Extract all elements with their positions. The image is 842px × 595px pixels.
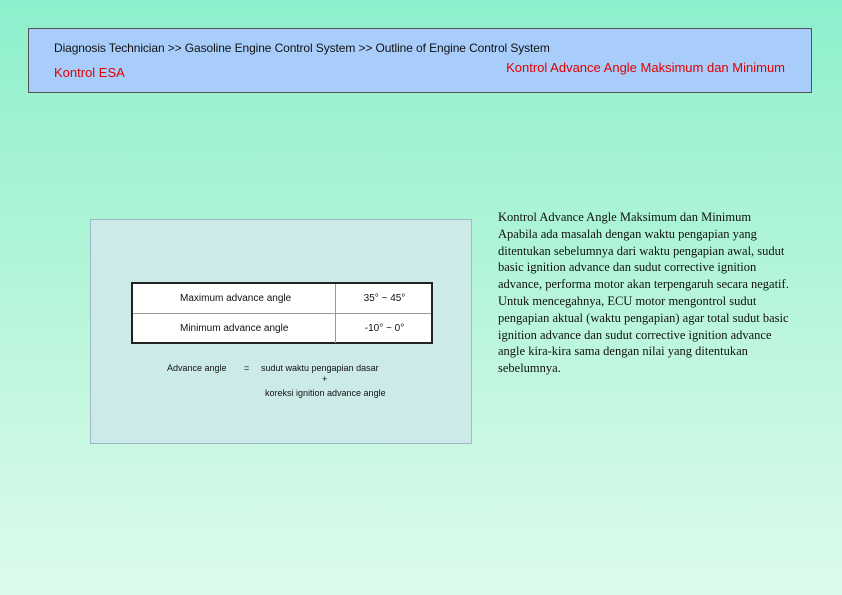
advance-angle-table [131,282,433,344]
formula-plus: + [322,374,328,384]
formula-term: Advance angle [167,363,227,373]
breadcrumb: Diagnosis Technician >> Gasoline Engine Control System >> Outline of Engine Control System [54,41,550,55]
advance-angle-figure [90,219,472,444]
table-row-minimum [133,314,431,343]
slide-title: Kontrol Advance Angle Maksimum dan Minimum [506,60,785,75]
table-row-maximum [133,284,431,314]
formula-base: sudut waktu pengapian dasar [261,363,379,373]
table-cell-label: Maximum advance angle [180,293,292,304]
table-cell-label: Minimum advance angle [180,323,289,334]
description-body: Apabila ada masalah dengan waktu pengapian yang ditentukan sebelumnya dari waktu pengapian awal, sudut basic ignition advance dan sudut corrective ignition advance, performa motor akan terpengaruh secara negatif. Untuk mencegahnya, ECU motor mengontrol sudut pengapian aktual (waktu pengapian) agar total sudut basic ignition advance dan sudut corrective ignition advance angle kira-kira sama dengan nilai yang ditentukan sebelumnya. [498,226,789,376]
description-heading: Kontrol Advance Angle Maksimum dan Minimum [498,210,752,224]
description-block [498,209,798,377]
formula-equals: = [244,363,250,373]
formula-correction: koreksi ignition advance angle [265,388,386,398]
table-cell-value: -10° ~ 0° [364,323,405,334]
header-bar [28,28,812,93]
table-cell-value: 35° ~ 45° [363,293,406,304]
section-title: Kontrol ESA [54,65,125,80]
